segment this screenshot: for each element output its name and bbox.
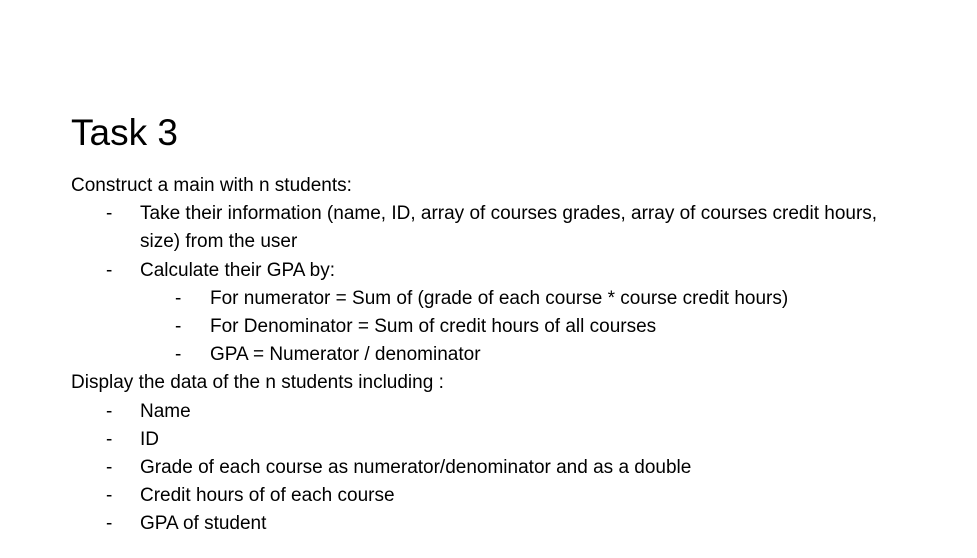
list-item <box>71 482 971 510</box>
sub-list-item-text: For Denominator = Sum of credit hours of all courses <box>210 315 657 337</box>
slide-title: Task 3 <box>71 112 178 153</box>
bullet-dash: - <box>106 485 113 507</box>
bullet-dash: - <box>106 203 113 225</box>
list-item <box>71 398 971 426</box>
list-item-text: ID <box>140 428 159 450</box>
bullet-dash: - <box>175 315 182 337</box>
list-item-text: Credit hours of of each course <box>140 485 395 507</box>
display-text: Display the data of the n students including : <box>71 372 444 394</box>
list-item <box>71 510 971 538</box>
list-item-text: Take their information (name, ID, array of courses grades, array of courses credit hours, <box>140 203 878 225</box>
intro-text: Construct a main with n students: <box>71 175 352 196</box>
sub-list-item <box>71 285 971 313</box>
display-line <box>71 369 971 397</box>
slide-body <box>71 172 971 538</box>
intro-line <box>71 172 971 200</box>
list-item-text: Name <box>140 400 191 422</box>
bullet-dash: - <box>106 400 113 422</box>
list-item-text: GPA of student <box>140 513 267 535</box>
list-item <box>71 200 971 228</box>
bullet-dash: - <box>106 428 113 450</box>
bullet-dash: - <box>106 259 113 281</box>
sub-list-item-text: For numerator = Sum of (grade of each course * course credit hours) <box>210 287 789 309</box>
sub-list-item <box>71 313 971 341</box>
sub-list-item-text: GPA = Numerator / denominator <box>210 344 481 366</box>
bullet-dash: - <box>175 344 182 366</box>
list-item <box>71 454 971 482</box>
bullet-dash: - <box>106 456 113 478</box>
list-item-text: Grade of each course as numerator/denominator and as a double <box>140 456 692 478</box>
list-item <box>71 426 971 454</box>
list-item-continuation <box>71 228 971 256</box>
list-item-text: size) from the user <box>140 231 298 253</box>
list-item-text: Calculate their GPA by: <box>140 259 336 281</box>
bullet-dash: - <box>175 287 182 309</box>
bullet-dash: - <box>106 513 113 535</box>
sub-list-item <box>71 341 971 369</box>
list-item <box>71 257 971 285</box>
